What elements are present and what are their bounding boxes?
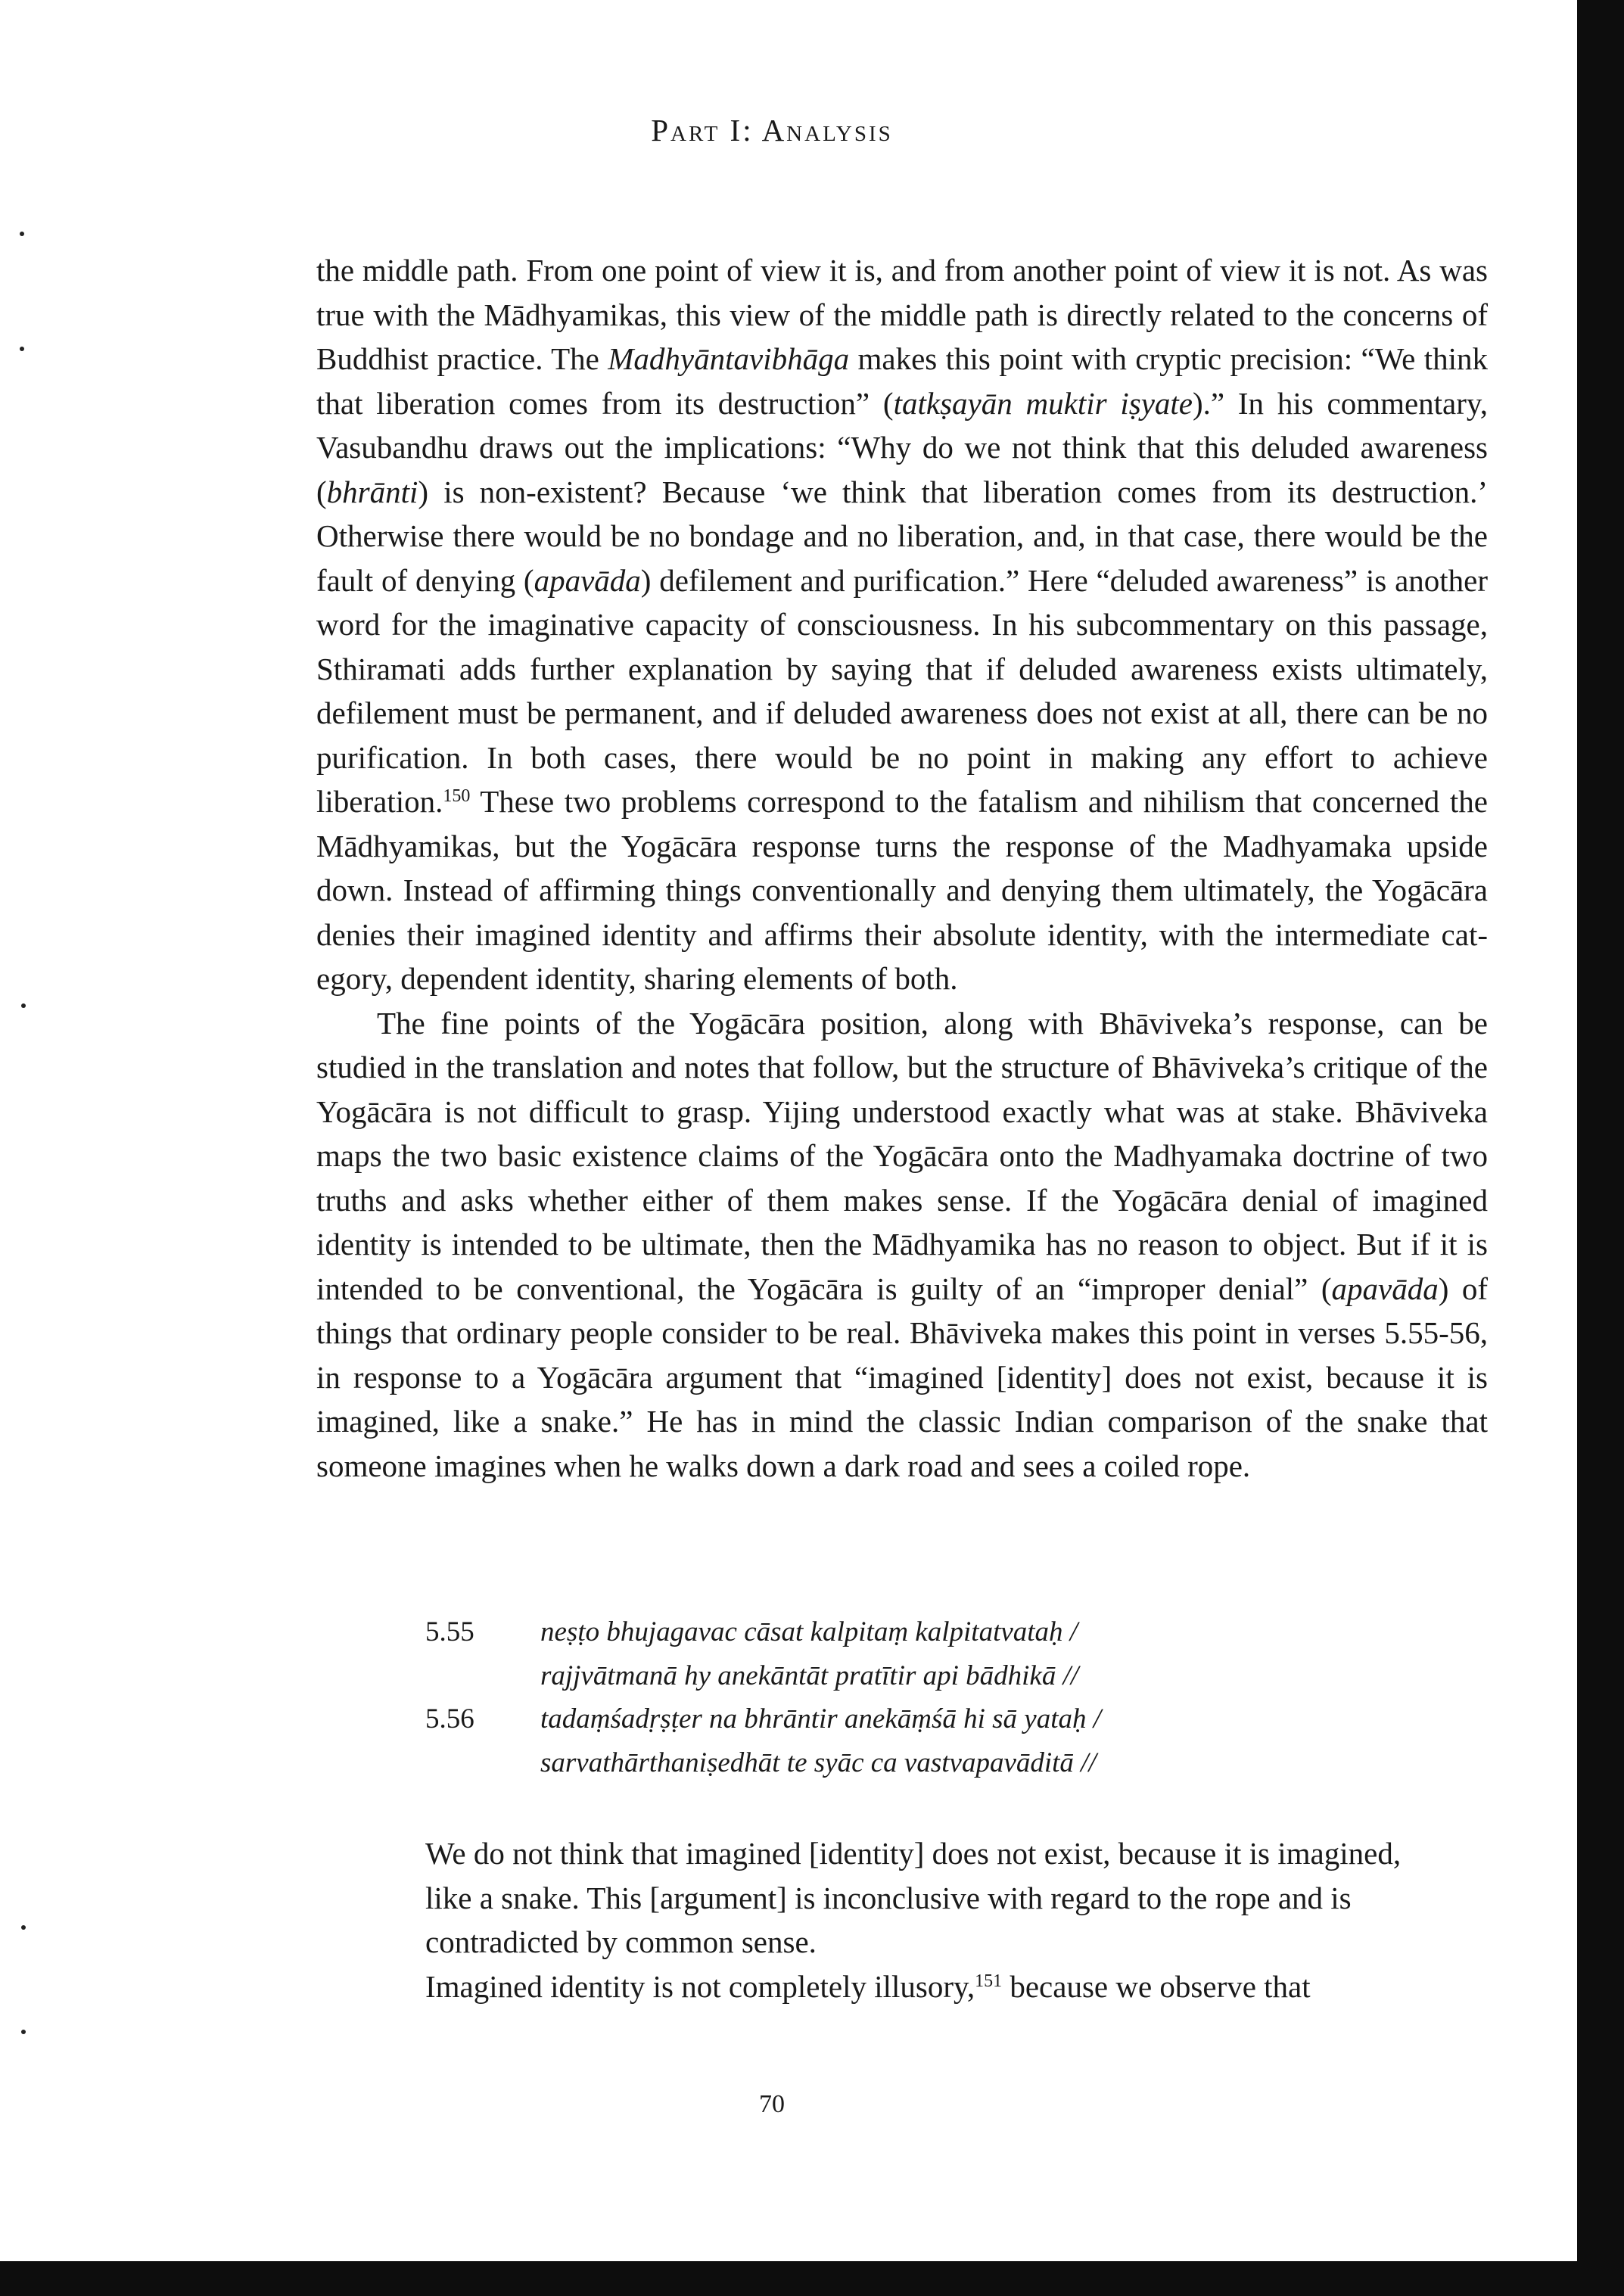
translation-paragraph bbox=[425, 1965, 1439, 2009]
verse-line bbox=[425, 1610, 1409, 1654]
text-run: the middle path. From one point of view it is, and from another point of view it is not. As was true with the Mādhyamikas, this view of the middle path is directly related to the concerns of Buddhist practice. The bbox=[316, 253, 1488, 376]
verse-text: rajjvātmanā hy anekāntāt pratītir api bādhikā // bbox=[540, 1660, 1079, 1691]
footnote-ref: 150 bbox=[443, 786, 471, 806]
verse-number: 5.56 bbox=[425, 1703, 474, 1734]
verse-text: tadaṃśadṛṣṭer na bhrāntir anekāṃśā hi sā yataḥ / bbox=[540, 1703, 1102, 1734]
translation-paragraph: We do not think that imagined [identity] does not exist, because it is imagined, like a snake. This [argument] is inconclusive with regard to the rope and is contradicted by common sense. bbox=[425, 1836, 1402, 1959]
verse-text: neṣṭo bhujagavac cāsat kalpitaṃ kalpitatvataḥ / bbox=[540, 1616, 1078, 1647]
verse-number bbox=[425, 1741, 540, 1785]
text-run: ) is non-existent? Because ‘we think that liberation comes from its destruction.’ Otherwise there would be no bondage and no liberation, and, in that case, there would be the fault of denying ( bbox=[316, 474, 1488, 598]
text-run: The fine points of the Yogācāra position, along with Bhāviveka’s response, can be studied in the translation and notes that follow, but the structure of Bhāviveka’s critique of the Yogācāra is not difficult to grasp. Yijing understood exactly what was at stake. Bhāviveka maps the two basic existence claims of the Yogācāra onto the Madhyamaka doctrine of two truths and asks whether either of them makes sense. If the Yogācāra denial of imagined identity is intended to be ultimate, then the Mādhyamika has no reason to object. But if it is intended to be conventional, the Yogācāra is guilty of an “improper denial” ( bbox=[316, 1005, 1488, 1306]
scan-speck bbox=[20, 232, 24, 236]
running-head: Part I: Analysis bbox=[651, 113, 893, 148]
italic-term: tatkṣayān muktir iṣyate bbox=[893, 385, 1193, 421]
verse-line bbox=[425, 1741, 1409, 1785]
paragraph-2 bbox=[316, 1001, 1488, 1489]
scan-border-right bbox=[1577, 0, 1624, 2296]
body-text bbox=[316, 248, 1488, 1488]
scan-border-bottom bbox=[0, 2261, 1624, 2296]
verse-number: 5.55 bbox=[425, 1616, 474, 1647]
text-run: makes this point with cryptic precision: “We think that liberation comes from its destruction” ( bbox=[316, 341, 1488, 421]
footnote-ref: 151 bbox=[975, 1971, 1003, 1991]
italic-term: apavāda bbox=[1331, 1271, 1439, 1306]
italic-term: Madhyāntavibhāga bbox=[608, 341, 850, 376]
paragraph-1 bbox=[316, 248, 1488, 1001]
scan-speck bbox=[21, 2030, 26, 2034]
text-run: ).” In his commentary, Vasubandhu draws out the implications: “Why do we not think that this deluded awareness ( bbox=[316, 385, 1488, 509]
text-run: Imagined identity is not completely illusory, bbox=[425, 1968, 975, 2004]
italic-term: apavāda bbox=[534, 562, 641, 598]
text-run: ) defilement and purification.” Here “deluded awareness” is another word for the imaginative capacity of consciousness. In his subcommentary on this passage, Sthiramati adds further explanation by saying that if deluded awareness exists ultimately, defilement must be permanent, and if deluded awareness does not exist at all, there can be no purification. In both cases, there would be no point in making any effort to achieve liberation. bbox=[316, 562, 1489, 819]
italic-term: bhrānti bbox=[326, 474, 418, 509]
page-number: 70 bbox=[759, 2090, 785, 2118]
verse-translation bbox=[425, 1831, 1439, 2008]
verse-number bbox=[425, 1654, 540, 1698]
scan-speck bbox=[21, 1925, 26, 1930]
verse-text: sarvathārthaniṣedhāt te syāc ca vastvapavāditā // bbox=[540, 1747, 1097, 1778]
text-run: These two problems correspond to the fatalism and nihilism that concerned the Mādhyamikas, but the Yogācāra response turns the response of the Madhyamaka upside down. Instead of affirming things conventionally and denying them ultimately, the Yogācāra denies their imagined identity and affirms their absolute identity, with the intermediate category, dependent identity, sharing elements of both. bbox=[316, 784, 1488, 996]
text-run: ) of things that ordinary people consider to be real. Bhāviveka makes this point in verses 5.55-56, in response to a Yogācāra argument that “imagined [identity] does not exist, because it is imagined, like a snake.” He has in mind the classic Indian comparison of the snake that someone imagines when he walks down a dark road and sees a coiled rope. bbox=[316, 1271, 1488, 1483]
verse-line bbox=[425, 1697, 1409, 1741]
verse-line bbox=[425, 1654, 1409, 1698]
scan-speck bbox=[21, 1003, 26, 1008]
scan-speck bbox=[20, 347, 24, 351]
sanskrit-verses bbox=[425, 1610, 1409, 1784]
text-run: because we observe that bbox=[1002, 1968, 1311, 2004]
